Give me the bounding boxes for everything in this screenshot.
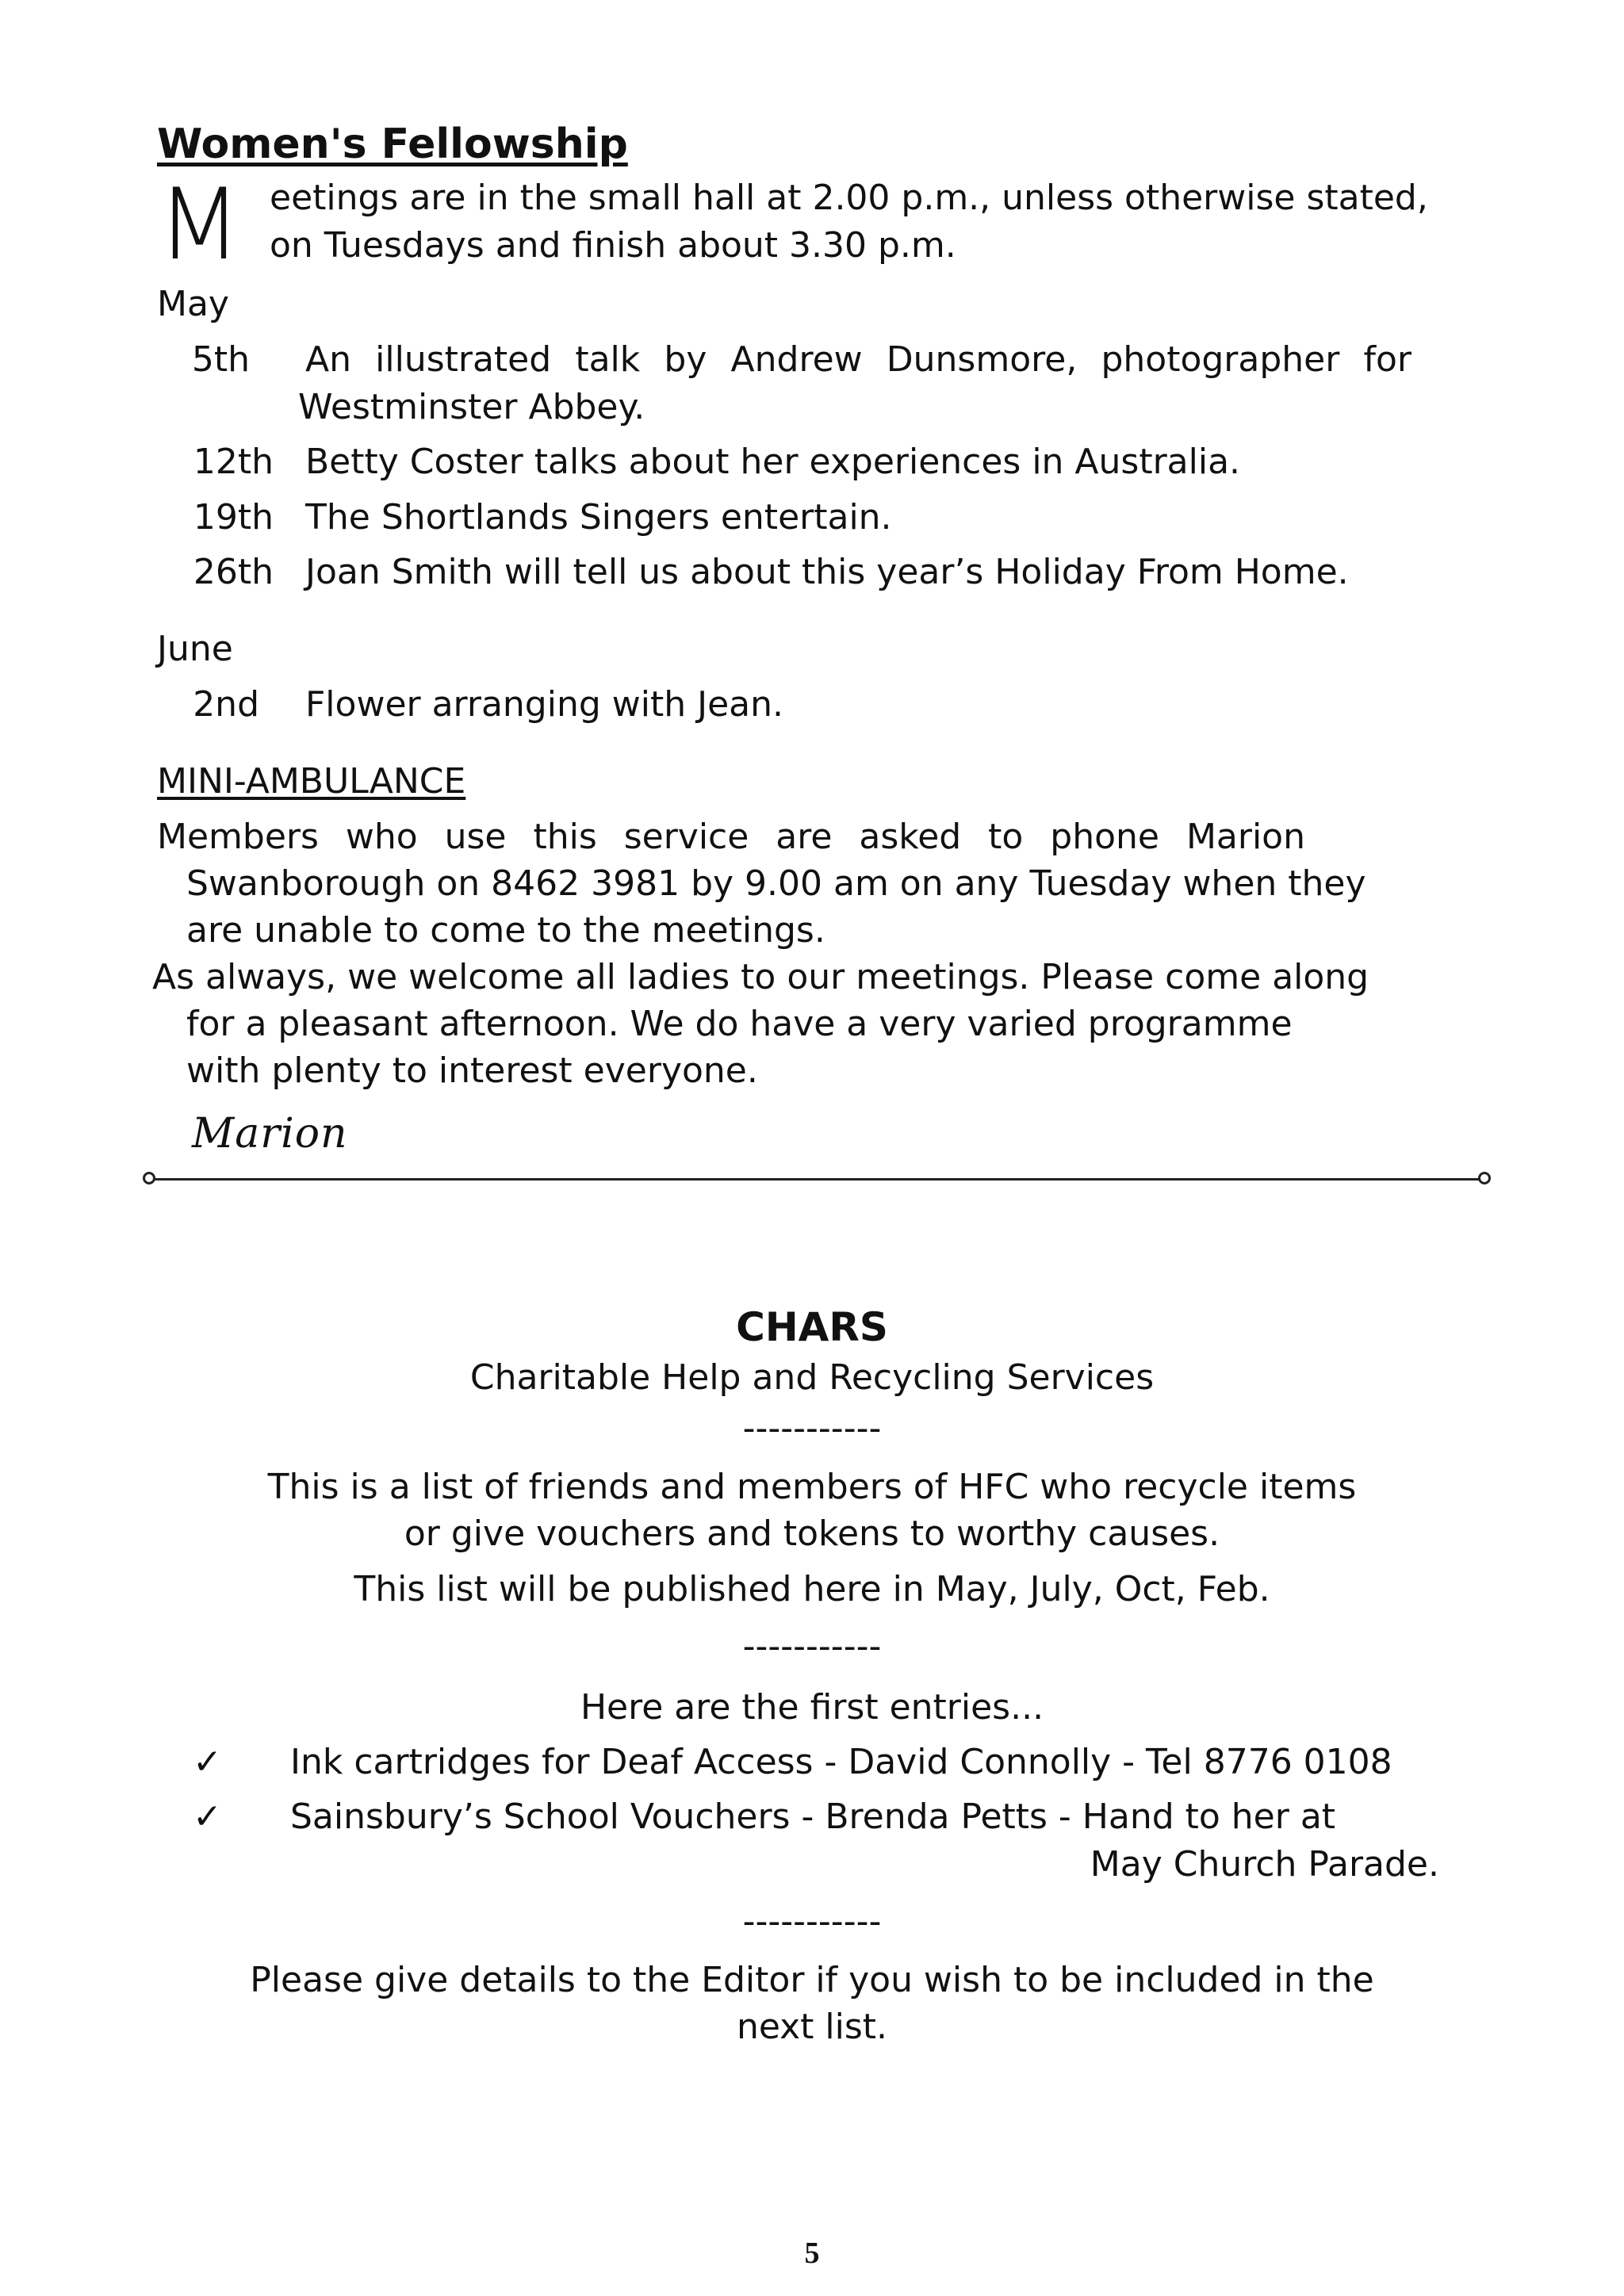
event-text: The Shortlands Singers entertain. bbox=[305, 497, 892, 538]
chars-footer-line-2: next list. bbox=[736, 2007, 888, 2047]
divider-end-left bbox=[143, 1172, 155, 1184]
divider-end-right bbox=[1478, 1172, 1491, 1184]
event-date: 26th bbox=[193, 552, 274, 592]
event-date: 12th bbox=[193, 442, 274, 482]
mini-ambulance-heading: MINI-AMBULANCE bbox=[157, 761, 466, 802]
chars-title: CHARS bbox=[736, 1304, 888, 1350]
mini-ambulance-line-3: are unable to come to the meetings. bbox=[186, 910, 825, 951]
entry-text: Ink cartridges for Deaf Access - David Connolly - Tel 8776 0108 bbox=[290, 1742, 1392, 1782]
page-number: 5 bbox=[804, 2237, 820, 2270]
signature: Marion bbox=[192, 1110, 348, 1158]
event-text: Joan Smith will tell us about this year’s Holiday From Home. bbox=[305, 552, 1349, 592]
month-may: May bbox=[157, 284, 229, 324]
mini-ambulance-line-1: Members who use this service are asked to phone Marion bbox=[157, 817, 1305, 857]
chars-desc-line-1: This is a list of friends and members of HFC who recycle items bbox=[267, 1467, 1357, 1507]
separator: ----------- bbox=[742, 1408, 882, 1448]
entry-text-continued: May Church Parade. bbox=[1090, 1844, 1439, 1885]
event-text: Flower arranging with Jean. bbox=[305, 684, 783, 725]
event-date: 5th bbox=[191, 339, 250, 380]
event-date: 19th bbox=[193, 497, 274, 538]
intro-line-1: eetings are in the small hall at 2.00 p.m., unless otherwise stated, bbox=[270, 178, 1428, 218]
separator: ----------- bbox=[742, 1901, 882, 1942]
chars-subtitle: Charitable Help and Recycling Services bbox=[469, 1357, 1155, 1398]
month-june: June bbox=[157, 629, 233, 669]
separator: ----------- bbox=[742, 1626, 882, 1667]
event-text: Betty Coster talks about her experiences in Australia. bbox=[305, 442, 1241, 482]
event-date: 2nd bbox=[193, 684, 259, 725]
chars-desc-line-3: This list will be published here in May, July, Oct, Feb. bbox=[354, 1569, 1270, 1609]
event-text-continued: Westminster Abbey. bbox=[298, 387, 645, 427]
checkmark-icon: ✓ bbox=[193, 1742, 222, 1782]
checkmark-icon: ✓ bbox=[193, 1797, 222, 1837]
section-divider bbox=[152, 1178, 1481, 1181]
welcome-line-3: with plenty to interest everyone. bbox=[186, 1050, 758, 1091]
chars-footer-line-1: Please give details to the Editor if you wish to be included in the bbox=[250, 1960, 1374, 2000]
welcome-line-2: for a pleasant afternoon. We do have a very varied programme bbox=[186, 1004, 1293, 1044]
mini-ambulance-line-2: Swanborough on 8462 3981 by 9.00 am on any Tuesday when they bbox=[186, 863, 1366, 904]
welcome-line-1: As always, we welcome all ladies to our meetings. Please come along bbox=[152, 957, 1369, 997]
section-title-womens-fellowship: Women's Fellowship bbox=[157, 121, 628, 168]
entry-text: Sainsbury’s School Vouchers - Brenda Petts - Hand to her at bbox=[290, 1797, 1336, 1837]
entries-intro: Here are the first entries... bbox=[580, 1687, 1044, 1728]
intro-line-2: on Tuesdays and finish about 3.30 p.m. bbox=[270, 225, 956, 266]
event-text: An illustrated talk by Andrew Dunsmore, photographer for bbox=[305, 339, 1411, 380]
drop-cap: M bbox=[157, 168, 242, 282]
chars-desc-line-2: or give vouchers and tokens to worthy causes. bbox=[404, 1513, 1220, 1554]
